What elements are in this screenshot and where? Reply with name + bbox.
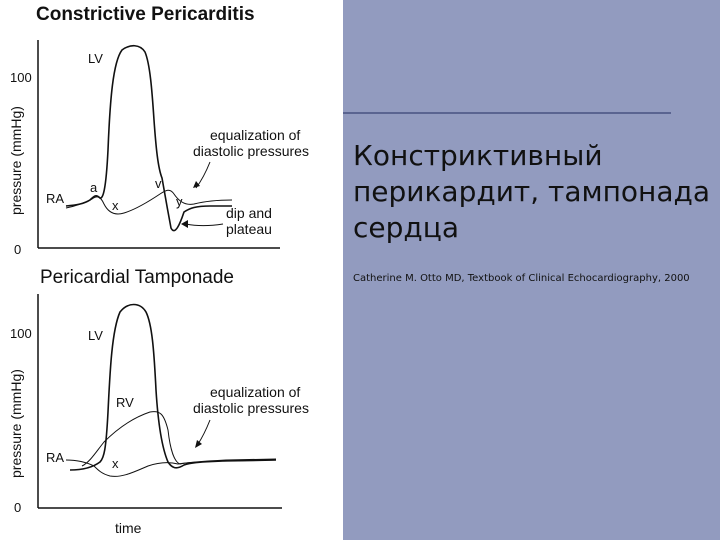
title-panel (343, 0, 720, 540)
top-label-x: x (112, 198, 119, 213)
top-dip-arrow (186, 224, 223, 226)
bottom-label-ra: RA (46, 450, 65, 465)
bottom-y-tick-0: 0 (14, 500, 22, 515)
top-label-a: a (90, 180, 98, 195)
top-label-ra: RA (46, 191, 65, 206)
divider-rule (343, 112, 671, 114)
top-y-tick-100: 100 (10, 70, 32, 85)
bottom-label-rv: RV (116, 395, 134, 410)
bottom-annotation-equalization-line2: diastolic pressures (193, 400, 309, 416)
top-annotation-dip-line2: plateau (226, 221, 272, 237)
bottom-y-axis-label: pressure (mmHg) (8, 369, 24, 478)
bottom-ra-curve (66, 460, 276, 476)
top-dip-arrowhead (181, 220, 188, 228)
bottom-annotation-equalization-line1: equalization of (210, 384, 301, 400)
top-y-tick-0: 0 (14, 242, 22, 257)
top-annotation-equalization-line2: diastolic pressures (193, 143, 309, 159)
bottom-x-axis-label: time (115, 520, 142, 536)
bottom-equalization-arrow (198, 420, 210, 444)
top-label-lv: LV (88, 51, 103, 66)
top-label-v: v (155, 176, 162, 191)
top-y-axis-label: pressure (mmHg) (8, 106, 24, 215)
bottom-y-tick-100: 100 (10, 326, 32, 341)
bottom-panel-title: Pericardial Tamponade (40, 267, 234, 288)
top-annotation-dip-line1: dip and (226, 205, 272, 221)
pressure-tracings-svg (0, 0, 343, 540)
slide-title: Констриктивный перикардит, тампонада сердца (353, 139, 711, 244)
bottom-label-x: x (112, 456, 119, 471)
top-annotation-equalization-line1: equalization of (210, 127, 301, 143)
bottom-label-lv: LV (88, 328, 103, 343)
top-label-y: y (176, 194, 183, 209)
bottom-equalization-arrowhead (195, 440, 202, 448)
slide-citation: Catherine M. Otto MD, Textbook of Clinical Echocardiography, 2000 (353, 273, 690, 284)
pressure-tracings-figure (0, 0, 343, 540)
top-lv-curve (66, 46, 232, 231)
top-panel-title: Constrictive Pericarditis (36, 4, 255, 25)
